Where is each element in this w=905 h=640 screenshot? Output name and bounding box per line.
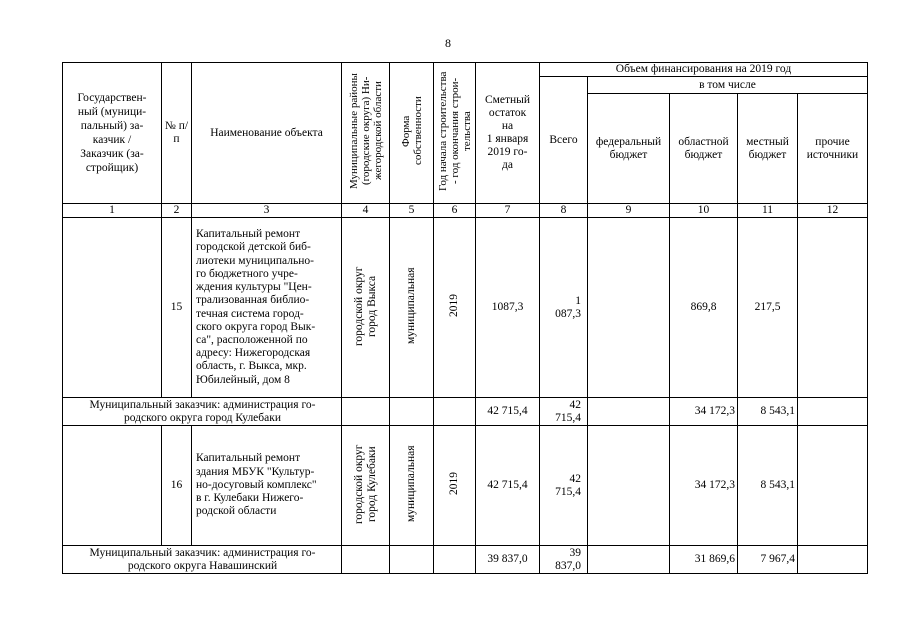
page-number: 8 [445,36,451,50]
header-other: прочие источники [798,94,868,204]
total-cell: 42 715,4 [540,426,588,546]
header-financing: Объем финансирования на 2019 год [540,63,868,77]
col-number: 2 [162,204,192,218]
object-name: Капитальный ремонт городской детской биб- лиотеки муниципально- го бюджетного учре- ждения культуры "Цен- трализованная библио- течная система город- ского округа город Вык- са", расположенной по адресу: Нижегородская область, г. Выкса, мкр. Юбилейный, дом 8 [192,218,342,398]
col-number: 12 [798,204,868,218]
header-balance: Сметный остаток на 1 января 2019 го- да [476,63,540,204]
regional-cell: 31 869,6 [670,546,738,574]
year-cell: 2019 [434,218,476,398]
district-cell [342,398,390,426]
other-cell [798,426,868,546]
header-federal: федеральный бюджет [588,94,670,204]
total-cell: 1 087,3 [540,218,588,398]
customer-label: Муниципальный заказчик: администрация го- родского округа город Кулебаки [63,398,342,426]
balance-cell: 42 715,4 [476,426,540,546]
regional-cell: 34 172,3 [670,398,738,426]
local-cell: 8 543,1 [738,398,798,426]
ownership-cell: муниципальная [390,218,434,398]
col-number: 6 [434,204,476,218]
table-row [63,398,868,426]
district-cell [342,546,390,574]
col-number: 3 [192,204,342,218]
balance-cell: 1087,3 [476,218,540,398]
other-cell [798,546,868,574]
table-row [63,546,868,574]
col-number: 1 [63,204,162,218]
federal-cell [588,546,670,574]
local-cell: 217,5 [738,218,798,398]
regional-cell: 34 172,3 [670,426,738,546]
row-number: 15 [162,218,192,398]
district-cell: городской округ город Выкса [342,218,390,398]
balance-cell: 42 715,4 [476,398,540,426]
header-including: в том числе [588,77,868,94]
local-cell: 8 543,1 [738,426,798,546]
header-districts: Муниципальные районы (городские округа) Ни- жегородской области [342,63,390,204]
year-cell [434,398,476,426]
ownership-cell [390,398,434,426]
header-num: № п/п [162,63,192,204]
header-customer: Государствен- ный (муници- пальный) за- казчик / Заказчик (за- стройщик) [63,63,162,204]
col-number: 4 [342,204,390,218]
customer-label: Муниципальный заказчик: администрация го- родского округа Навашинский [63,546,342,574]
ownership-cell: муниципальная [390,426,434,546]
header-total: Всего [540,77,588,204]
col-number: 10 [670,204,738,218]
table-row [63,218,868,398]
year-cell: 2019 [434,426,476,546]
row-number: 16 [162,426,192,546]
year-cell [434,546,476,574]
ownership-cell [390,546,434,574]
col-number: 9 [588,204,670,218]
col-number: 7 [476,204,540,218]
balance-cell: 39 837,0 [476,546,540,574]
federal-cell [588,398,670,426]
col-number: 11 [738,204,798,218]
customer-cell [63,218,162,398]
header-ownership: Форма собственности [390,63,434,204]
header-object-name: Наименование объекта [192,63,342,204]
col-number: 8 [540,204,588,218]
table-row [63,426,868,546]
other-cell [798,398,868,426]
federal-cell [588,426,670,546]
financing-table [62,62,868,574]
customer-cell [63,426,162,546]
federal-cell [588,218,670,398]
regional-cell: 869,8 [670,218,738,398]
header-regional: областной бюджет [670,94,738,204]
header-years: Год начала строительства - год окончания строи- тельства [434,63,476,204]
district-cell: городской округ город Кулебаки [342,426,390,546]
object-name: Капитальный ремонт здания МБУК "Культур- но-досуговый комплекс" в г. Кулебаки Нижего- родской области [192,426,342,546]
header-local: местный бюджет [738,94,798,204]
total-cell: 39 837,0 [540,546,588,574]
other-cell [798,218,868,398]
col-number: 5 [390,204,434,218]
local-cell: 7 967,4 [738,546,798,574]
total-cell: 42 715,4 [540,398,588,426]
